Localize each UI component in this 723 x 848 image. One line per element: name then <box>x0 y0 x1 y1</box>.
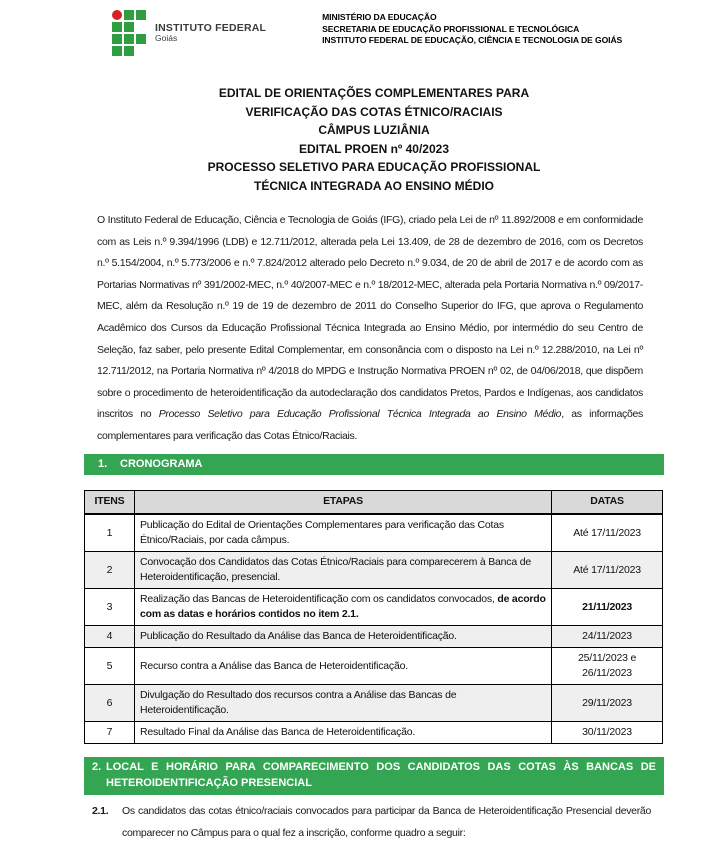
section-2-title: LOCAL E HORÁRIO PARA COMPARECIMENTO DOS CANDIDATOS DAS COTAS ÀS BANCAS DE HETEROIDENTIFICAÇÃO PRESENCIAL <box>106 761 656 789</box>
section-1-number: 1. <box>98 457 108 470</box>
cronograma-table <box>84 490 663 745</box>
item-2-1-text: Os candidatos das cotas étnico/raciais convocados para participar da Banca de Heteroidentificação Presencial deverão comparecer no Câmpus para o qual fez a inscrição, conforme quadro a seguir: <box>122 805 651 839</box>
logo-text <box>155 23 266 43</box>
cell-etapa <box>134 589 551 626</box>
table-row <box>85 514 663 552</box>
etapa-text: Recurso contra a Análise das Banca de Heteroidentificação. <box>139 659 408 672</box>
cell-data: 29/11/2023 <box>552 685 663 722</box>
cell-data: Até 17/11/2023 <box>552 514 663 552</box>
ministry-line-1: MINISTÉRIO DA EDUCAÇÃO <box>322 12 437 22</box>
section-2-number: 2. <box>92 761 102 774</box>
cell-item: 6 <box>85 685 135 722</box>
cell-item: 5 <box>85 648 135 685</box>
cell-item: 2 <box>85 552 135 589</box>
etapa-text: Convocação dos Candidatos das Cotas Étnico/Raciais para comparecerem à Banca de Heteroidentificação, presencial. <box>139 556 531 584</box>
cell-etapa <box>134 685 551 722</box>
cell-item: 4 <box>85 626 135 648</box>
cell-item: 1 <box>85 514 135 552</box>
column-header-datas: DATAS <box>552 490 663 514</box>
document-header <box>112 8 664 56</box>
intro-text-post: , as informações complementares para verificação das Cotas Étnico/Raciais. <box>97 408 643 442</box>
document-title <box>84 84 664 195</box>
section-1-banner <box>84 454 664 475</box>
intro-text-pre: O Instituto Federal de Educação, Ciência e Tecnologia de Goiás (IFG), criado pela Lei de nº 11.892/2008 e em conformidade com as Leis n.º 9.394/1996 (LDB) e 12.711/2012, alterada pela Lei 13.409, de 28 de dezembro de 2016, com os Decretos n.º 5.154/2004, n.º 5.773/2006 e n.º 7.824/2012 alterado pelo Decreto n.º 9.034, de 20 de abril de 2017 e de acordo com as Portarias Normativas nº 391/2002-MEC, n.º 40/2007-MEC e n.º 18/2012-MEC, alterada pela Portaria Normativa n.º 09/2017-MEC, além da Resolução n.º 19 de 19 de dezembro de 2011 do Conselho Superior do IFG, que aprova o Regulamento Acadêmico dos Cursos da Educação Profissional Técnica Integrada ao Ensino Médio, por intermédio do seu Centro de Seleção, faz saber, pelo presente Edital Complementar, em consonância com o disposto na Lei n.º 12.288/2010, na Lei nº 12.711/2012, na Portaria Normativa nº 4/2018 do MPDG e Instrução Normativa PROEN nº 02, de 04/06/2018, que dispõem sobre o procedimento de heteroidentificação da autodeclaração dos candidatos Pretos, Pardos e Indígenas, aos candidatos inscritos no <box>97 214 643 421</box>
etapa-text: Divulgação do Resultado dos recursos contra a Análise das Bancas de Heteroidentificação. <box>139 689 457 717</box>
table-row <box>85 648 663 685</box>
title-line-5: PROCESSO SELETIVO PARA EDUCAÇÃO PROFISSIONAL <box>207 160 541 174</box>
ministry-line-2: SECRETARIA DE EDUCAÇÃO PROFISSIONAL E TECNOLÓGICA <box>322 23 580 34</box>
ifg-logo-icon <box>112 10 146 56</box>
etapa-text: Publicação do Resultado da Análise das Banca de Heteroidentificação. <box>139 630 457 643</box>
cell-data: 30/11/2023 <box>552 722 663 744</box>
ministry-line-3: INSTITUTO FEDERAL DE EDUCAÇÃO, CIÊNCIA E TECNOLOGIA DE GOIÁS <box>322 35 623 46</box>
table-header-row <box>85 490 663 514</box>
cronograma-table-body <box>85 514 663 744</box>
logo-unit: Goiás <box>155 33 178 44</box>
column-header-etapas: ETAPAS <box>134 490 551 514</box>
cell-item: 7 <box>85 722 135 744</box>
ifg-logo <box>112 10 266 56</box>
etapa-text: Publicação do Edital de Orientações Complementares para verificação das Cotas Étnico/Raciais, por cada câmpus. <box>139 519 504 547</box>
etapa-text: Realização das Bancas de Heteroidentificação com os candidatos convocados, <box>139 593 498 606</box>
title-line-6: TÉCNICA INTEGRADA AO ENSINO MÉDIO <box>253 178 494 193</box>
intro-paragraph <box>97 210 643 448</box>
cell-etapa <box>134 552 551 589</box>
logo-dot-red <box>112 10 122 20</box>
cell-etapa <box>134 648 551 685</box>
table-row <box>85 722 663 744</box>
logo-brand: INSTITUTO FEDERAL <box>155 22 267 35</box>
item-2-1-number: 2.1. <box>92 805 109 818</box>
table-row <box>85 626 663 648</box>
etapa-bold: de acordo com as datas e horários contidos no item 2.1. <box>139 593 546 621</box>
column-header-itens: ITENS <box>85 490 135 514</box>
cell-data: 25/11/2023 e 26/11/2023 <box>552 648 663 685</box>
cell-etapa <box>134 514 551 552</box>
section-1-title: CRONOGRAMA <box>120 457 203 470</box>
table-row <box>85 552 663 589</box>
title-line-1: EDITAL DE ORIENTAÇÕES COMPLEMENTARES PARA <box>218 86 530 100</box>
table-row <box>85 589 663 626</box>
cell-item: 3 <box>85 589 135 626</box>
title-line-4: EDITAL PROEN nº 40/2023 <box>299 141 449 156</box>
etapa-text: Resultado Final da Análise das Banca de Heteroidentificação. <box>139 726 416 739</box>
cell-etapa <box>134 626 551 648</box>
title-line-2: VERIFICAÇÃO DAS COTAS ÉTNICO/RACIAIS <box>245 104 503 119</box>
table-row <box>85 685 663 722</box>
cell-data: 21/11/2023 <box>552 589 663 626</box>
item-2-1 <box>92 801 664 844</box>
intro-text-italic: Processo Seletivo para Educação Profissional Técnica Integrada ao Ensino Médio <box>158 408 562 421</box>
cell-data: 24/11/2023 <box>552 626 663 648</box>
section-2-banner <box>84 757 664 795</box>
ministry-header <box>322 12 622 47</box>
cell-data: Até 17/11/2023 <box>552 552 663 589</box>
cell-etapa <box>134 722 551 744</box>
title-line-3: CÂMPUS LUZIÂNIA <box>318 123 430 137</box>
